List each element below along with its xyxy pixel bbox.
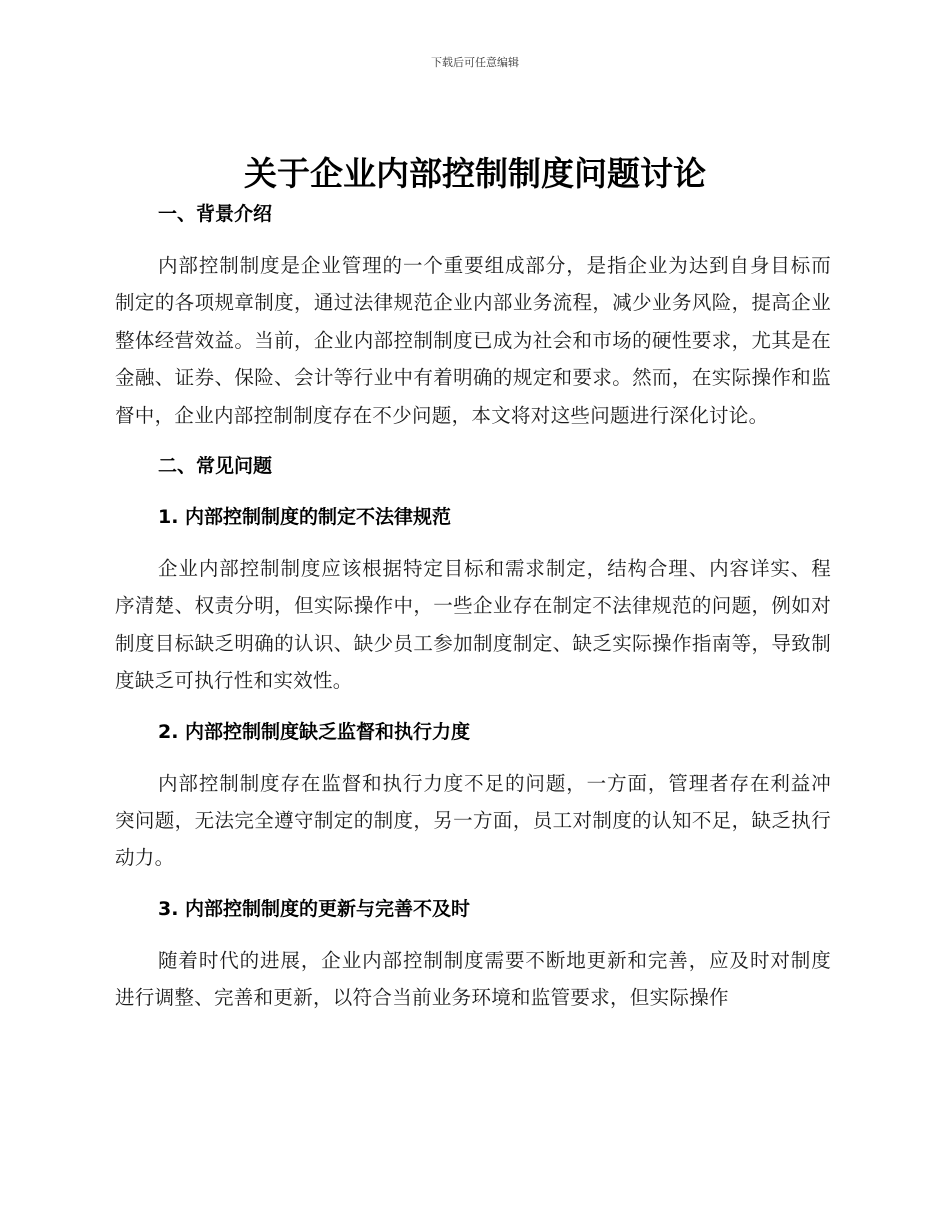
document-title: 关于企业内部控制制度问题讨论 — [244, 154, 706, 193]
subsection-paragraph-2: 内部控制制度存在监督和执行力度不足的问题，一方面，管理者存在利益冲突问题，无法完全遵守制定的制度，另一方面，员工对制度的认知不足，缺乏执行动力。 — [115, 771, 831, 870]
subsection-paragraph-1: 企业内部控制制度应该根据特定目标和需求制定，结构合理、内容详实、程序清楚、权责分明，但实际操作中，一些企业存在制定不法律规范的问题，例如对制度目标缺乏明确的认识、缺少员工参加制度制定、缺乏实际操作指南等，导致制度缺乏可执行性和实效性。 — [115, 557, 831, 693]
subsection-heading-2: 2. 内部控制制度缺乏监督和执行力度 — [158, 720, 471, 743]
header-note: 下载后可任意编辑 — [431, 56, 519, 69]
document-body — [115, 196, 831, 1017]
section-heading-common-issues: 二、常见问题 — [158, 455, 273, 478]
subsection-paragraph-3: 随着时代的进展，企业内部控制制度需要不断地更新和完善，应及时对制度进行调整、完善和更新，以符合当前业务环境和监管要求，但实际操作 — [115, 948, 831, 1010]
subsection-heading-1: 1. 内部控制制度的制定不法律规范 — [158, 506, 452, 529]
section-heading-background: 一、背景介绍 — [158, 203, 273, 225]
section-paragraph-background: 内部控制制度是企业管理的一个重要组成部分，是指企业为达到自身目标而制定的各项规章制度，通过法律规范企业内部业务流程，减少业务风险，提高企业整体经营效益。当前，企业内部控制制度已成为社会和市场的硬性要求，尤其是在金融、证券、保险、会计等行业中有着明确的规定和要求。然而，在实际操作和监督中，企业内部控制制度存在不少问题，本文将对这些问题进行深化讨论。 — [115, 254, 831, 427]
subsection-heading-3: 3. 内部控制制度的更新与完善不及时 — [158, 897, 471, 920]
